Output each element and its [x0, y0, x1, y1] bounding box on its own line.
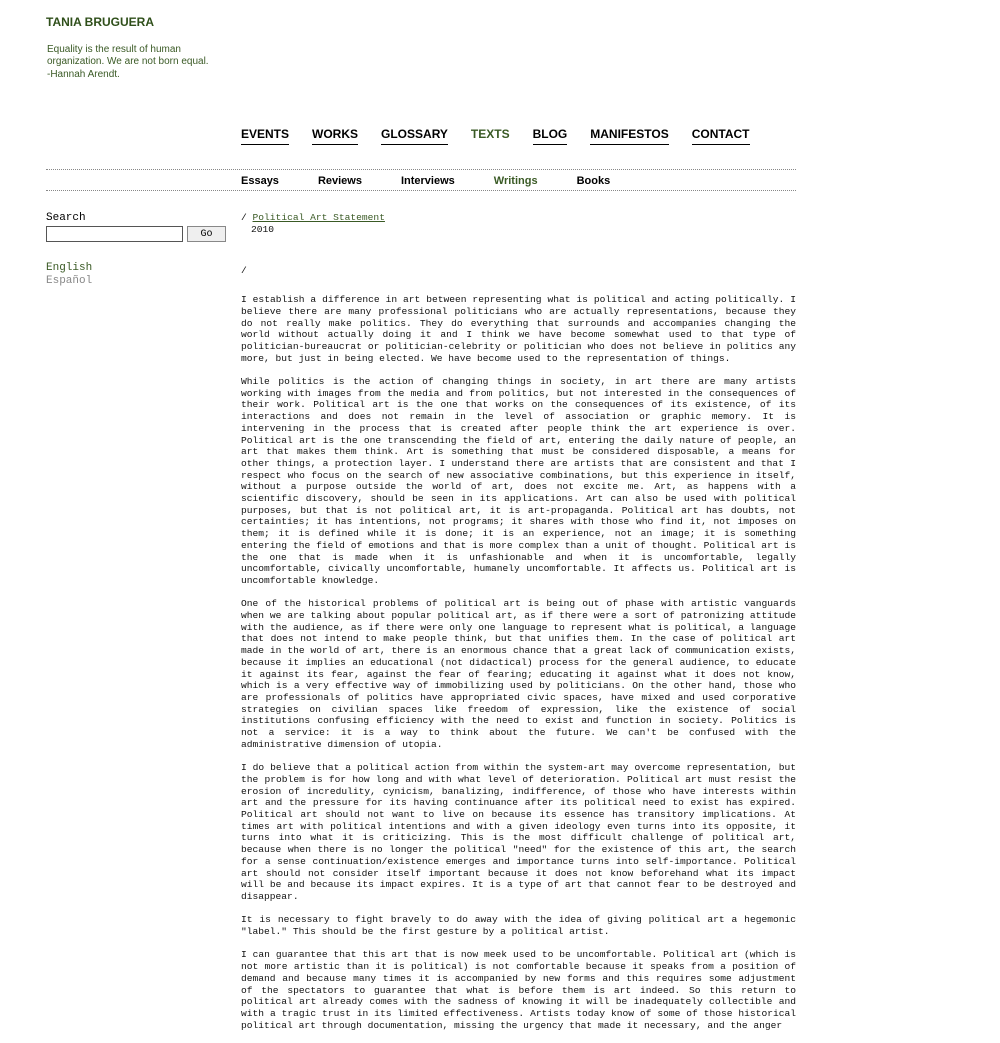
- divider-top: [46, 169, 796, 170]
- nav-works[interactable]: WORKS: [312, 127, 358, 145]
- nav-texts[interactable]: TEXTS: [470, 127, 510, 141]
- go-button[interactable]: Go: [187, 226, 226, 242]
- site-title[interactable]: TANIA BRUGUERA: [46, 15, 154, 29]
- tagline-author: -Hannah Arendt.: [47, 68, 120, 80]
- article-title-link[interactable]: Political Art Statement: [252, 212, 385, 223]
- lang-spanish-link[interactable]: Español: [46, 275, 93, 287]
- search-label: Search: [46, 212, 86, 224]
- nav-manifestos[interactable]: MANIFESTOS: [590, 127, 668, 145]
- subnav-writings[interactable]: Writings: [493, 175, 538, 187]
- nav-contact[interactable]: CONTACT: [692, 127, 750, 145]
- breadcrumb-slash: /: [241, 212, 247, 223]
- breadcrumb: [241, 212, 796, 224]
- subnav-interviews[interactable]: Interviews: [400, 175, 455, 187]
- divider-bottom: [46, 190, 796, 191]
- paragraph: It is necessary to fight bravely to do away with the idea of giving political art a hegemonic "label." This should be the first gesture by a political artist.: [241, 914, 796, 938]
- paragraph: While politics is the action of changing things in society, in art there are many artists working with images from the media and from politics, but not interested in the consequences of their work. Political art is the one that works on the consequences of its existence, of its interactions and does not remain in the level of association or graphic memory. It is intervening in the process that is created after people think the art experience is over. Political art is the one transcending the field of art, entering the daily nature of people, an art that makes them think. Art is something that must be considered disposable, a means for other things, a protection layer. I understand there are artists that are consistent and that I respect who focus on the search of new associative combinations, but this experience in itself, without a purpose outside the world of art, does not excite me. Art, as happens with a scientific discovery, should be seen in its applications. Art can also be used with political purposes, but that is not political art, it is art-propaganda. Political art has doubts, not certainties; it has intentions, not programs; it shares with those who find it, not imposes on them; it is defined while it is done; it is an experience, not an image; it is something entering the field of emotions and that is more complex than a unit of thought. Political art is the one that is made when it is unfashionable and when it is uncomfortable, legally uncomfortable, civically uncomfortable, humanely uncomfortable. It affects us. Political art is uncomfortable knowledge.: [241, 376, 796, 586]
- article-body: [241, 294, 796, 1031]
- nav-events[interactable]: EVENTS: [241, 127, 289, 145]
- separator-slash: /: [241, 265, 247, 277]
- tagline-line: Equality is the result of human: [47, 44, 181, 55]
- paragraph: I establish a difference in art between representing what is political and acting politically. I believe there are many professional politicians who are actually representations, because they do not really make politics. They do everything that surrounds and accompanies changing the world without actually doing it and I think we have become somewhat used to that type of politician-bureaucrat or politician-celebrity or politician who does not believe in politics any more, but just in being elected. We have become used to the representation of things.: [241, 294, 796, 364]
- nav-blog[interactable]: BLOG: [533, 127, 568, 145]
- nav-glossary[interactable]: GLOSSARY: [381, 127, 448, 145]
- tagline: [47, 44, 217, 81]
- main-nav: [241, 127, 773, 145]
- search-input[interactable]: [46, 226, 183, 242]
- paragraph: One of the historical problems of political art is being out of phase with artistic vanguards when we are talking about popular political art, as if there were a sort of patronizing attitude with the audience, as if there were only one language to represent what is political, a language that does not intend to make people think, but that unifies them. In the case of political art made in the world of art, there is an enormous chance that a great lack of communication exists, because it implies an educational (not didactical) process for the general audience, to educate it against its fear, against the fear of fearing; educating it against what it does not know, which is a very effective way of immobilizing used by politicians. On the other hand, those who are professionals of politics have appropriated civic spaces, have mixed and used corporative strategies on civilian spaces like freedom of expression, like the existence of social institutions confusing efficiency with the need to exist and function in society. Politics is not a service: it is a way to think about the future. We can't be confused with the administrative dimension of utopia.: [241, 598, 796, 750]
- lang-english-link[interactable]: English: [46, 262, 93, 274]
- sub-nav: [241, 174, 649, 188]
- paragraph: I do believe that a political action from within the system-art may overcome representation, but the problem is for how long and with what level of deterioration. Political art must resist the erosion of incredulity, cynicism, banalizing, indifference, of those who have interests within art and the pressure for its having continuance after its political need to exist has expired. Political art should not want to live on because its essence has transitory implications. At times art with political intentions and with a given ideology even turns into its opposite, it turns into what it is criticizing. This is the most difficult challenge of political art, because when there is no longer the political "need" for the existence of this art, the search for a sense continuation/existence emerges and importance turns into self-importance. Political art should not consider itself important because it does not know beforehand what its impact will be and because its impact expires. It is a type of art that cannot fear to be destroyed and disappear.: [241, 762, 796, 902]
- subnav-essays[interactable]: Essays: [241, 175, 279, 187]
- subnav-reviews[interactable]: Reviews: [317, 175, 362, 187]
- article: [241, 212, 796, 1043]
- tagline-line: organization. We are not born equal.: [47, 56, 209, 68]
- paragraph: I can guarantee that this art that is now meek used to be uncomfortable. Political art (which is not more artistic than it is political) is not comfortable because it speaks from a position of demand and because many times it is accompanied by new forms and this requires some adjustment of the spectators to guarantee that what is before them is art indeed. So this return to political art already comes with the sadness of knowing it will be inadequately collectible and with a tragic trust in its limited effectiveness. Artists today know of some of those historical political art through documentation, missing the urgency that made it necessary, and the anger: [241, 949, 796, 1031]
- article-year: 2010: [251, 223, 275, 235]
- subnav-books[interactable]: Books: [576, 175, 611, 187]
